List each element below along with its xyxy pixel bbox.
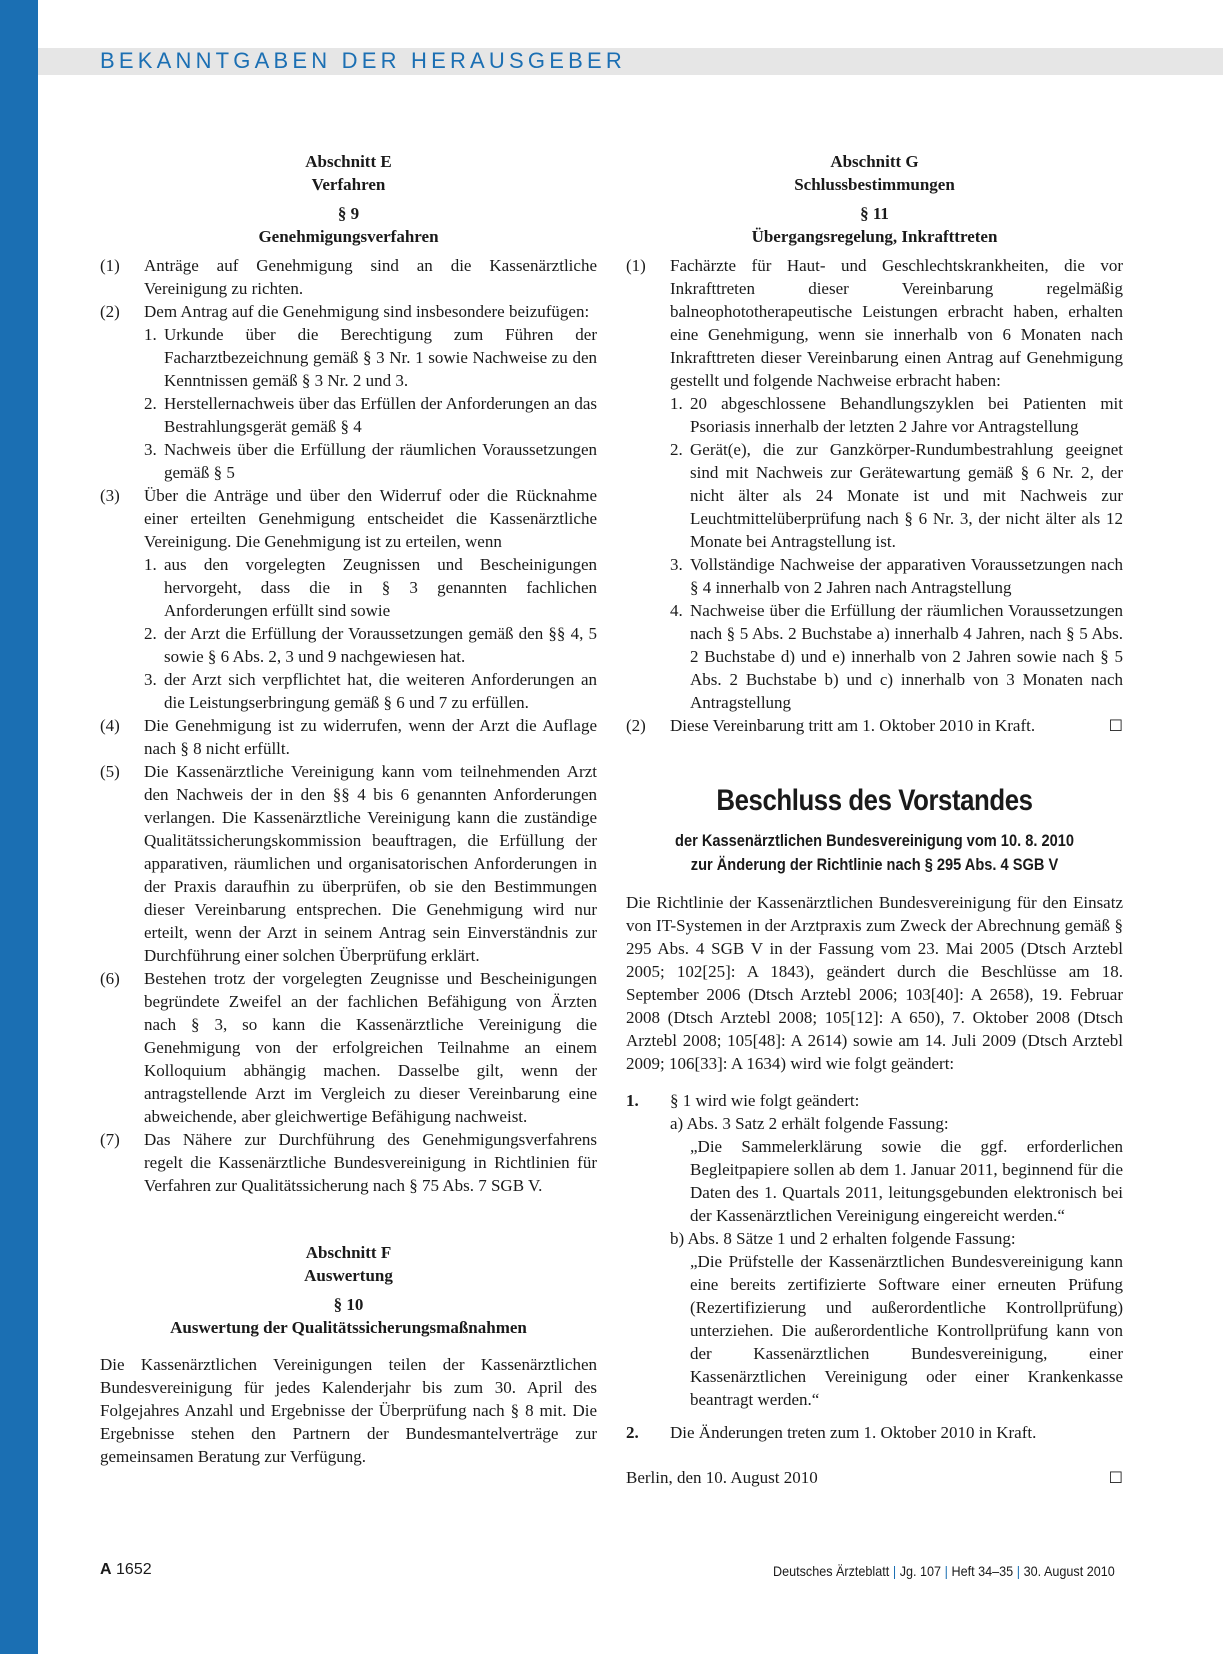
- list-item-number: 2.: [144, 394, 157, 413]
- paragraph-11-title: Übergangsregelung, Inkrafttreten: [751, 227, 998, 246]
- place-date: Berlin, den 10. August 2010: [626, 1468, 818, 1487]
- list-item-number: 2.: [144, 624, 157, 643]
- amendment-a-label: a) Abs. 3 Satz 2 erhält folgende Fassung:: [670, 1114, 949, 1133]
- clause-text: Die Genehmigung ist zu widerrufen, wenn der Arzt die Auflage nach § 8 nicht erfüllt.: [144, 716, 597, 758]
- section-e-subtitle: Verfahren: [311, 175, 386, 194]
- list-item: [100, 668, 597, 714]
- journal-volume: Jg. 107: [899, 1563, 942, 1579]
- list-item-text: aus den vorgelegten Zeugnissen und Bescheinigungen hervorgeht, dass die in § 3 genannten fachlichen Anforderungen erfüllt sind sowie: [164, 555, 597, 620]
- clause-number: (4): [100, 716, 120, 735]
- clause-number: (2): [100, 302, 120, 321]
- side-color-bar: [0, 0, 38, 1654]
- amendment-2: [626, 1421, 1123, 1444]
- list-item: [626, 438, 1123, 553]
- clause-2: [100, 300, 597, 323]
- clause-1: [626, 254, 1123, 392]
- journal-info: [773, 1560, 1115, 1583]
- amendment-a-quote: „Die Sammelerklärung sowie die ggf. erforderlichen Begleitpapiere sollen ab dem 1. Januar 2011, beginnend für die Daten des 1. Quartals 2011, leitungsgebunden elektronisch bei der Kassenärztlichen Vereinigung eingereicht werden.“: [690, 1137, 1123, 1225]
- amendment-number: 1.: [626, 1091, 639, 1110]
- list-item-number: 1.: [144, 325, 157, 344]
- clause-text: Über die Anträge und über den Widerruf oder die Rücknahme einer erteilten Genehmigung entscheidet die Kassenärztliche Vereinigung. Die Genehmigung ist zu erteilen, wenn: [144, 486, 597, 551]
- beschluss-subheadline-1: der Kassenärztlichen Bundesvereinigung vom 10. 8. 2010: [675, 831, 1074, 850]
- section-g-subtitle: Schlussbestimmungen: [794, 175, 955, 194]
- journal-name: Deutsches Ärzteblatt: [773, 1563, 890, 1579]
- paragraph-11-number: § 11: [860, 204, 889, 223]
- beschluss-headline: Beschluss des Vorstandes: [716, 784, 1033, 817]
- list-item: [100, 553, 597, 622]
- list-item-number: 4.: [670, 601, 683, 620]
- separator: |: [893, 1563, 897, 1579]
- list-item-number: 1.: [670, 394, 683, 413]
- clause-text: Bestehen trotz der vorgelegten Zeugnisse und Bescheinigungen begründete Zweifel an der fachlichen Befähigung von Ärzten nach § 3, so kann die Kassenärztliche Vereinigung die Genehmigung von der erfolgreichen Teilnahme an einem Kolloquium abhängig machen. Dasselbe gilt, wenn der antragstellende Arzt im Vergleich zu dieser Vereinbarung eine abweichende, aber gleichwertige Befähigung nachweist.: [144, 969, 597, 1126]
- section-f-text: Die Kassenärztlichen Vereinigungen teilen der Kassenärztlichen Bundesvereinigung für jedes Kalenderjahr bis zum 30. April des Folgejahres Anzahl und Ergebnisse der Überprüfung nach § 8 mit. Die Ergebnisse stehen den Partnern der Bundesmantelverträge zur gemeinsamen Beratung zur Verfügung.: [100, 1355, 597, 1466]
- page-number: [100, 1558, 152, 1581]
- clause-7: [100, 1128, 597, 1197]
- left-column: [100, 150, 597, 1468]
- list-item: [100, 438, 597, 484]
- clause-3: [100, 484, 597, 553]
- clause-number: (3): [100, 486, 120, 505]
- list-item-number: 2.: [670, 440, 683, 459]
- list-item-text: 20 abgeschlossene Behandlungszyklen bei Patienten mit Psoriasis innerhalb der letzten 2 Jahre vor Antragstellung: [690, 394, 1123, 436]
- clause-text: Fachärzte für Haut- und Geschlechtskrankheiten, die vor Inkrafttreten dieser Vereinbarung regelmäßig balneophototherapeutische Leistungen erbracht haben, erhalten eine Genehmigung, wenn sie innerhalb von 6 Monaten nach Inkrafttreten dieser Vereinbarung einen Antrag auf Genehmigung gestellt und folgende Nachweise erbracht haben:: [670, 256, 1123, 390]
- list-item-text: Nachweise über die Erfüllung der räumlichen Voraussetzungen nach § 5 Abs. 2 Buchstabe a) innerhalb 4 Jahren, nach § 5 Abs. 2 Buchstabe d) und e) innerhalb von 2 Jahren sowie nach § 5 Abs. 2 Buchstabe b) und c) innerhalb von 3 Monaten nach Antragstellung: [690, 601, 1123, 712]
- list-item: [100, 323, 597, 392]
- clause-6: [100, 967, 597, 1128]
- amendment-number: 2.: [626, 1423, 639, 1442]
- clause-text: Die Kassenärztliche Vereinigung kann vom teilnehmenden Arzt den Nachweis der in den §§ 4 bis 6 genannten Anforderungen verlangen. Die Kassenärztliche Vereinigung kann die zuständige Qualitätssicherungskommission beauftragen, die Erfüllung der apparativen, räumlichen und organisatorischen Anforderungen in der Praxis daraufhin zu überprüfen, ob sie den Bestimmungen dieser Vereinbarung entsprechen. Die Genehmigung wird nur erteilt, wenn der Arzt in seinem Antrag sein Einverständnis zur Durchführung einer solchen Überprüfung erklärt.: [144, 762, 597, 965]
- list-item-text: Vollständige Nachweise der apparativen Voraussetzungen nach § 4 innerhalb von 2 Jahren nach Antragstellung: [690, 555, 1123, 597]
- paragraph-10-number: § 10: [333, 1295, 364, 1314]
- beschluss-subheadline-2: zur Änderung der Richtlinie nach § 295 Abs. 4 SGB V: [690, 855, 1059, 874]
- amendment-1: [626, 1089, 1123, 1112]
- clause-number: (2): [626, 716, 646, 735]
- clause-text: Anträge auf Genehmigung sind an die Kassenärztliche Vereinigung zu richten.: [144, 256, 597, 298]
- list-item: [100, 622, 597, 668]
- section-header: BEKANNTGABEN DER HERAUSGEBER: [100, 48, 626, 73]
- end-mark-icon: ☐: [1108, 716, 1123, 735]
- clause-2: [626, 714, 1123, 737]
- list-item-text: Herstellernachweis über das Erfüllen der Anforderungen an das Bestrahlungsgerät gemäß § 4: [164, 394, 597, 436]
- amendment-b-label: b) Abs. 8 Sätze 1 und 2 erhalten folgende Fassung:: [670, 1229, 1016, 1248]
- beschluss-intro: Die Richtlinie der Kassenärztlichen Bundesvereinigung für den Einsatz von IT-Systemen in der Arztpraxis zum Zweck der Abrechnung gemäß § 295 Abs. 4 SGB V in der Fassung vom 23. Mai 2005 (Dtsch Arztebl 2005; 102[25]: A 1843), geändert durch die Beschlüsse am 18. September 2006 (Dtsch Arztebl 2006; 103[40]: A 2658), 19. Februar 2008 (Dtsch Arztebl 2008; 105[12]: A 650), 7. Oktober 2008 (Dtsch Arztebl 2008; 105[48]: A 2614) sowie am 14. Juli 2009 (Dtsch Arztebl 2009; 106[33]: A 1634) wird wie folgt geändert:: [626, 893, 1123, 1073]
- clause-number: (1): [100, 256, 120, 275]
- list-item-text: Nachweis über die Erfüllung der räumlichen Voraussetzungen gemäß § 5: [164, 440, 597, 482]
- clause-4: [100, 714, 597, 760]
- list-item-number: 3.: [670, 555, 683, 574]
- end-mark-icon: ☐: [1108, 1468, 1123, 1487]
- list-item-number: 3.: [144, 670, 157, 689]
- right-column: [626, 150, 1123, 1489]
- amendment-text: Die Änderungen treten zum 1. Oktober 2010 in Kraft.: [670, 1423, 1037, 1442]
- page-num: 1652: [116, 1561, 152, 1578]
- clause-text: Diese Vereinbarung tritt am 1. Oktober 2010 in Kraft.: [670, 716, 1036, 735]
- clause-text: Dem Antrag auf die Genehmigung sind insbesondere beizufügen:: [144, 302, 590, 321]
- clause-number: (6): [100, 969, 120, 988]
- list-item: [626, 392, 1123, 438]
- paragraph-9-number: § 9: [337, 204, 360, 223]
- separator: |: [944, 1563, 949, 1579]
- signature-line: [626, 1466, 1123, 1489]
- clause-text: Das Nähere zur Durchführung des Genehmigungsverfahrens regelt die Kassenärztliche Bundesvereinigung in Richtlinien für Verfahren zur Qualitätssicherung nach § 75 Abs. 7 SGB V.: [144, 1130, 597, 1195]
- journal-issue: Heft 34–35: [951, 1563, 1014, 1579]
- list-item-text: der Arzt sich verpflichtet hat, die weiteren Anforderungen an die Leistungserbringung gemäß § 6 und 7 zu erfüllen.: [164, 670, 597, 712]
- section-e-title: Abschnitt E: [305, 152, 392, 171]
- section-g-title: Abschnitt G: [830, 152, 919, 171]
- page-prefix: A: [100, 1561, 112, 1578]
- clause-1: [100, 254, 597, 300]
- clause-5: [100, 760, 597, 967]
- clause-number: (7): [100, 1130, 120, 1149]
- clause-text-wrap: [670, 714, 1123, 737]
- amendment-text: § 1 wird wie folgt geändert:: [670, 1091, 860, 1110]
- list-item-text: Gerät(e), die zur Ganzkörper-Rundumbestrahlung geeignet sind mit Nachweis zur Gerätewartung gemäß § 6 Nr. 2, der nicht älter als 24 Monate ist und mit Nachweis zur Leuchtmittelüberprüfung nach § 6 Nr. 3, der nicht älter als 12 Monate bei Antragstellung ist.: [690, 440, 1123, 551]
- list-item-number: 1.: [144, 555, 157, 574]
- journal-date: 30. August 2010: [1023, 1563, 1115, 1579]
- paragraph-10-title: Auswertung der Qualitätssicherungsmaßnahmen: [170, 1318, 527, 1337]
- list-item: [626, 553, 1123, 599]
- amendment-b-quote: „Die Prüfstelle der Kassenärztlichen Bundesvereinigung kann eine bereits zertifizierte Software einer erneuten Prüfung (Rezertifizierung und außerordentliche Kontrollprüfung) unterziehen. Die außerordentliche Kontrollprüfung kann von der Kassenärztlichen Bundesvereinigung, einer Kassenärztlichen Vereinigung oder einer Krankenkasse beantragt werden.“: [690, 1252, 1123, 1409]
- paragraph-9-title: Genehmigungsverfahren: [258, 227, 439, 246]
- list-item-number: 3.: [144, 440, 157, 459]
- list-item: [100, 392, 597, 438]
- clause-number: (5): [100, 762, 120, 781]
- section-f-subtitle: Auswertung: [304, 1266, 393, 1285]
- separator: |: [1017, 1563, 1021, 1579]
- clause-number: (1): [626, 256, 646, 275]
- list-item-text: der Arzt die Erfüllung der Voraussetzungen gemäß den §§ 4, 5 sowie § 6 Abs. 2, 3 und 9 nachgewiesen hat.: [164, 624, 597, 666]
- list-item: [626, 599, 1123, 714]
- section-f-title: Abschnitt F: [305, 1243, 392, 1262]
- list-item-text: Urkunde über die Berechtigung zum Führen der Facharztbezeichnung gemäß § 3 Nr. 1 sowie Nachweise zu den Kenntnissen gemäß § 3 Nr. 2 und 3.: [164, 325, 597, 390]
